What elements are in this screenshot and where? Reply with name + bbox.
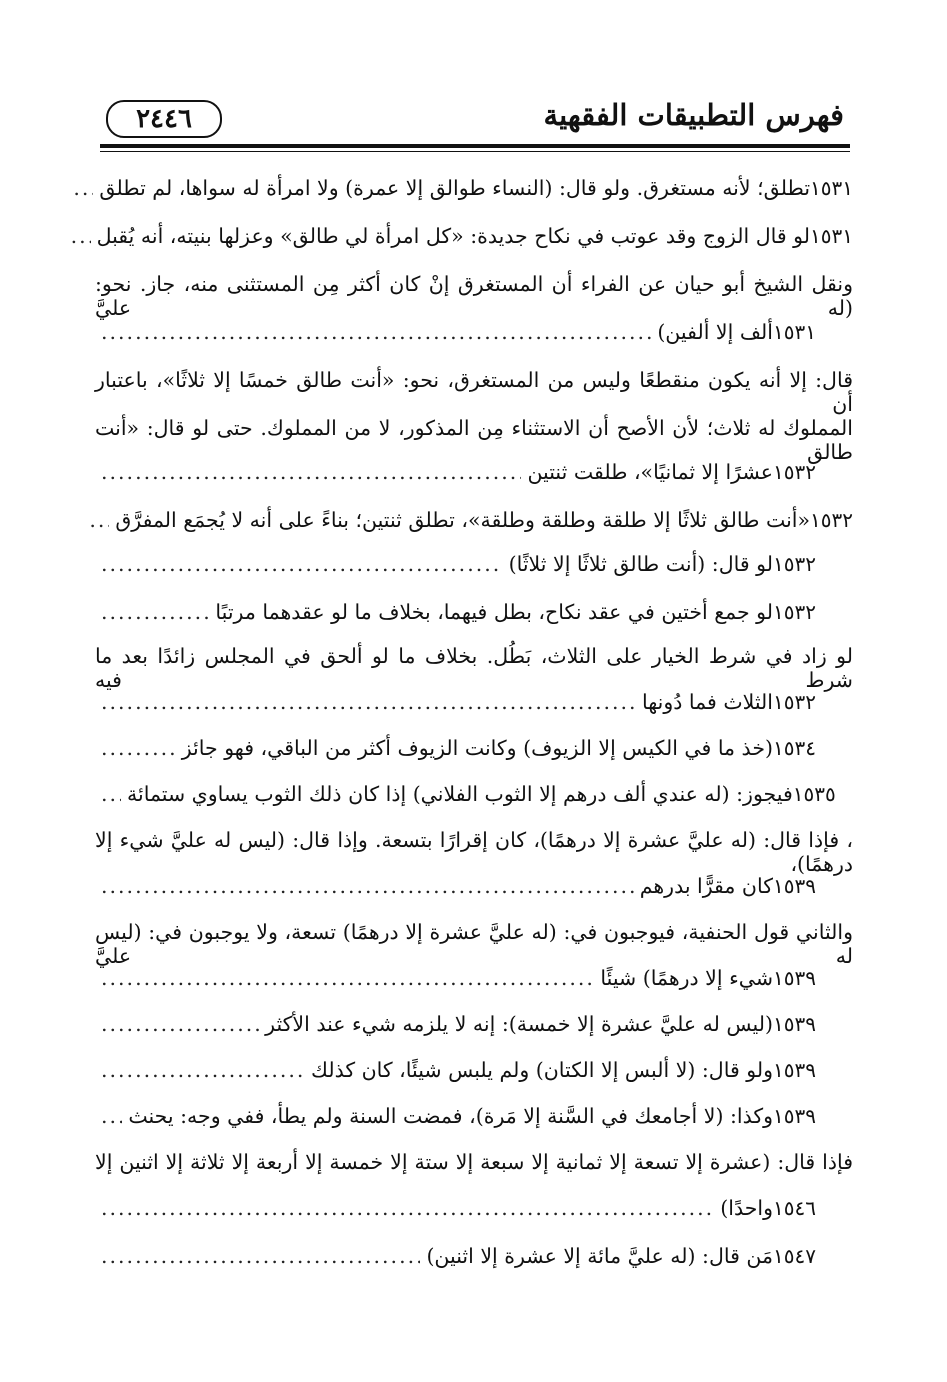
entry-text: المملوك له ثلاث؛ لأن الأصح أن الاستثناء مِن المذكور، لا من المملوك. حتى لو قال: «أنت طالق [95,416,853,464]
leader-dots [101,1196,714,1220]
index-line [95,1196,853,1238]
entry-text: قال: إلا أنه يكون منقطعًا وليس من المستغرق، نحو: «أنت طالق خمسًا إلا ثلاثًا»، باعتبار أن [95,368,853,416]
index-line [95,368,853,416]
index-line [95,1058,853,1100]
header-rule-thin [100,151,850,152]
leader-dots [101,600,209,624]
leader-dots [101,1104,122,1128]
index-line [95,416,853,464]
leader-dots [101,874,634,898]
index-line [95,272,853,320]
entry-text: ألف إلا ألفين) [657,320,773,344]
index-line [95,828,853,876]
index-line [95,176,853,218]
leader-dots [101,1012,259,1036]
leader-dots [101,552,503,576]
header-rule-thick [100,144,850,148]
index-line [95,600,853,642]
entry-text: مَن قال: (له عليَّ مائة إلا عشرة إلا اثنين) [426,1244,773,1268]
page-reference: ١٥٣٢ [810,508,853,532]
entry-text: لو قال الزوج وقد عوتب في نكاح جديدة: «كل امرأة لي طالق» وعزلها بنيته، أنه يُقبل [96,224,811,248]
entry-text: تطلق؛ لأنه مستغرق. ولو قال: (النساء طوالق إلا عمرة) ولا امرأة له سواها، لم تطلق [99,176,811,200]
leader-dots [71,224,91,248]
header-title: فهرس التطبيقات الفقهية [543,98,844,132]
index-line [95,1244,853,1286]
index-line [95,782,853,824]
index-line [95,690,853,732]
page-reference: ١٥٣١ [810,224,853,248]
entry-text: لو قال: (أنت طالق ثلاثًا إلا ثلاثًا) [508,552,773,576]
entry-text: الثلاث فما دُونها [641,690,773,714]
entry-text: فإذا قال: (عشرة إلا تسعة إلا ثمانية إلا سبعة إلا ستة إلا خمسة إلا أربعة إلا ثلاثة إلا اثنين إلا [95,1150,853,1174]
index-line [95,224,853,266]
entry-text: ونقل الشيخ أبو حيان عن الفراء أن المستغرق إنْ كان أكثر مِن المستثنى منه، جاز. نحو: (له عليَّ [95,272,853,320]
page-reference: ١٥٣٢ [773,600,816,624]
entry-text: ولو قال: (لا ألبس إلا الكتان) ولم يلبس شيئًا، كان كذلك [311,1058,773,1082]
entry-text: كان مقرًّا بدرهم [639,874,773,898]
leader-dots [101,320,651,344]
entry-text: «أنت طالق ثلاثًا إلا طلقة وطلقة وطلقة»، تطلق ثنتين؛ بناءً على أنه لا يُجمَع المفرَّق [115,508,811,532]
entry-text: واحدًا) [720,1196,773,1220]
page-reference: ١٥٣٩ [773,1012,816,1036]
entry-text: شيء إلا درهمًا) شيئًا [600,966,773,990]
entry-text: لو جمع أختين في عقد نكاح، بطل فيهما، بخلاف ما لو عقدهما مرتبًا [215,600,773,624]
entry-text: (ليس له عليَّ عشرة إلا خمسة): إنه لا يلزمه شيء عند الأكثر [265,1012,773,1036]
leader-dots [89,508,109,532]
index-line [95,1104,853,1146]
page-reference: ١٥٤٧ [773,1244,816,1268]
page-reference: ١٥٣٩ [773,966,816,990]
leader-dots [101,736,176,760]
page-reference: ١٥٣٢ [773,552,816,576]
leader-dots [73,176,93,200]
index-line [95,644,853,692]
entry-text: فيجوز: (له عندي ألف درهم إلا الثوب الفلاني) إذا كان ذلك الثوب يساوي ستمائة [127,782,793,806]
index-line [95,874,853,916]
entry-text: وكذا: (لا أجامعك في السَّنة إلا مَرة)، فمضت السنة ولم يطأ، ففي وجه: يحنث [128,1104,773,1128]
index-line [95,920,853,968]
leader-dots [101,782,121,806]
index-line [95,1012,853,1054]
page-reference: ١٥٤٦ [773,1196,816,1220]
leader-dots [101,966,594,990]
page-reference: ١٥٣٤ [773,736,816,760]
index-line [95,460,853,502]
page-reference: ١٥٣٩ [773,874,816,898]
entry-text: عشرًا إلا ثمانيًا»، طلقت ثنتين [527,460,773,484]
index-line [95,736,853,778]
index-line [95,508,853,550]
page-reference: ١٥٣٥ [792,782,836,806]
entry-text: لو زاد في شرط الخيار على الثلاث، بَطُل. بخلاف ما لو ألحق في المجلس زائدًا بعد ما شرط فيه [95,644,853,692]
page-reference: ١٥٣٩ [773,1104,816,1128]
entry-text: ، فإذا قال: (له عليَّ عشرة إلا درهمًا)، كان إقرارًا بتسعة. وإذا قال: (ليس له عليَّ شيء إلا درهمًا)، [95,828,853,876]
page-number-badge: ٢٤٤٦ [106,100,222,138]
entry-text: والثاني قول الحنفية، فيوجبون في: (له عليَّ عشرة إلا درهمًا) تسعة، ولا يوجبون في: (ليس له عليَّ [95,920,853,968]
page-reference: ١٥٣٢ [773,460,816,484]
page-reference: ١٥٣٢ [773,690,816,714]
leader-dots [101,690,636,714]
page-reference: ١٥٣١ [773,320,816,344]
entry-text: (خذ ما في الكيس إلا الزيوف) وكانت الزيوف أكثر من الباقي، فهو جائز [181,736,773,760]
page-reference: ١٥٣١ [810,176,853,200]
page-header [100,92,848,144]
index-line [95,552,853,594]
leader-dots [101,1244,420,1268]
index-line [95,1150,853,1192]
leader-dots [101,460,521,484]
index-line [95,966,853,1008]
page-reference: ١٥٣٩ [773,1058,816,1082]
leader-dots [101,1058,305,1082]
index-line [95,320,853,362]
